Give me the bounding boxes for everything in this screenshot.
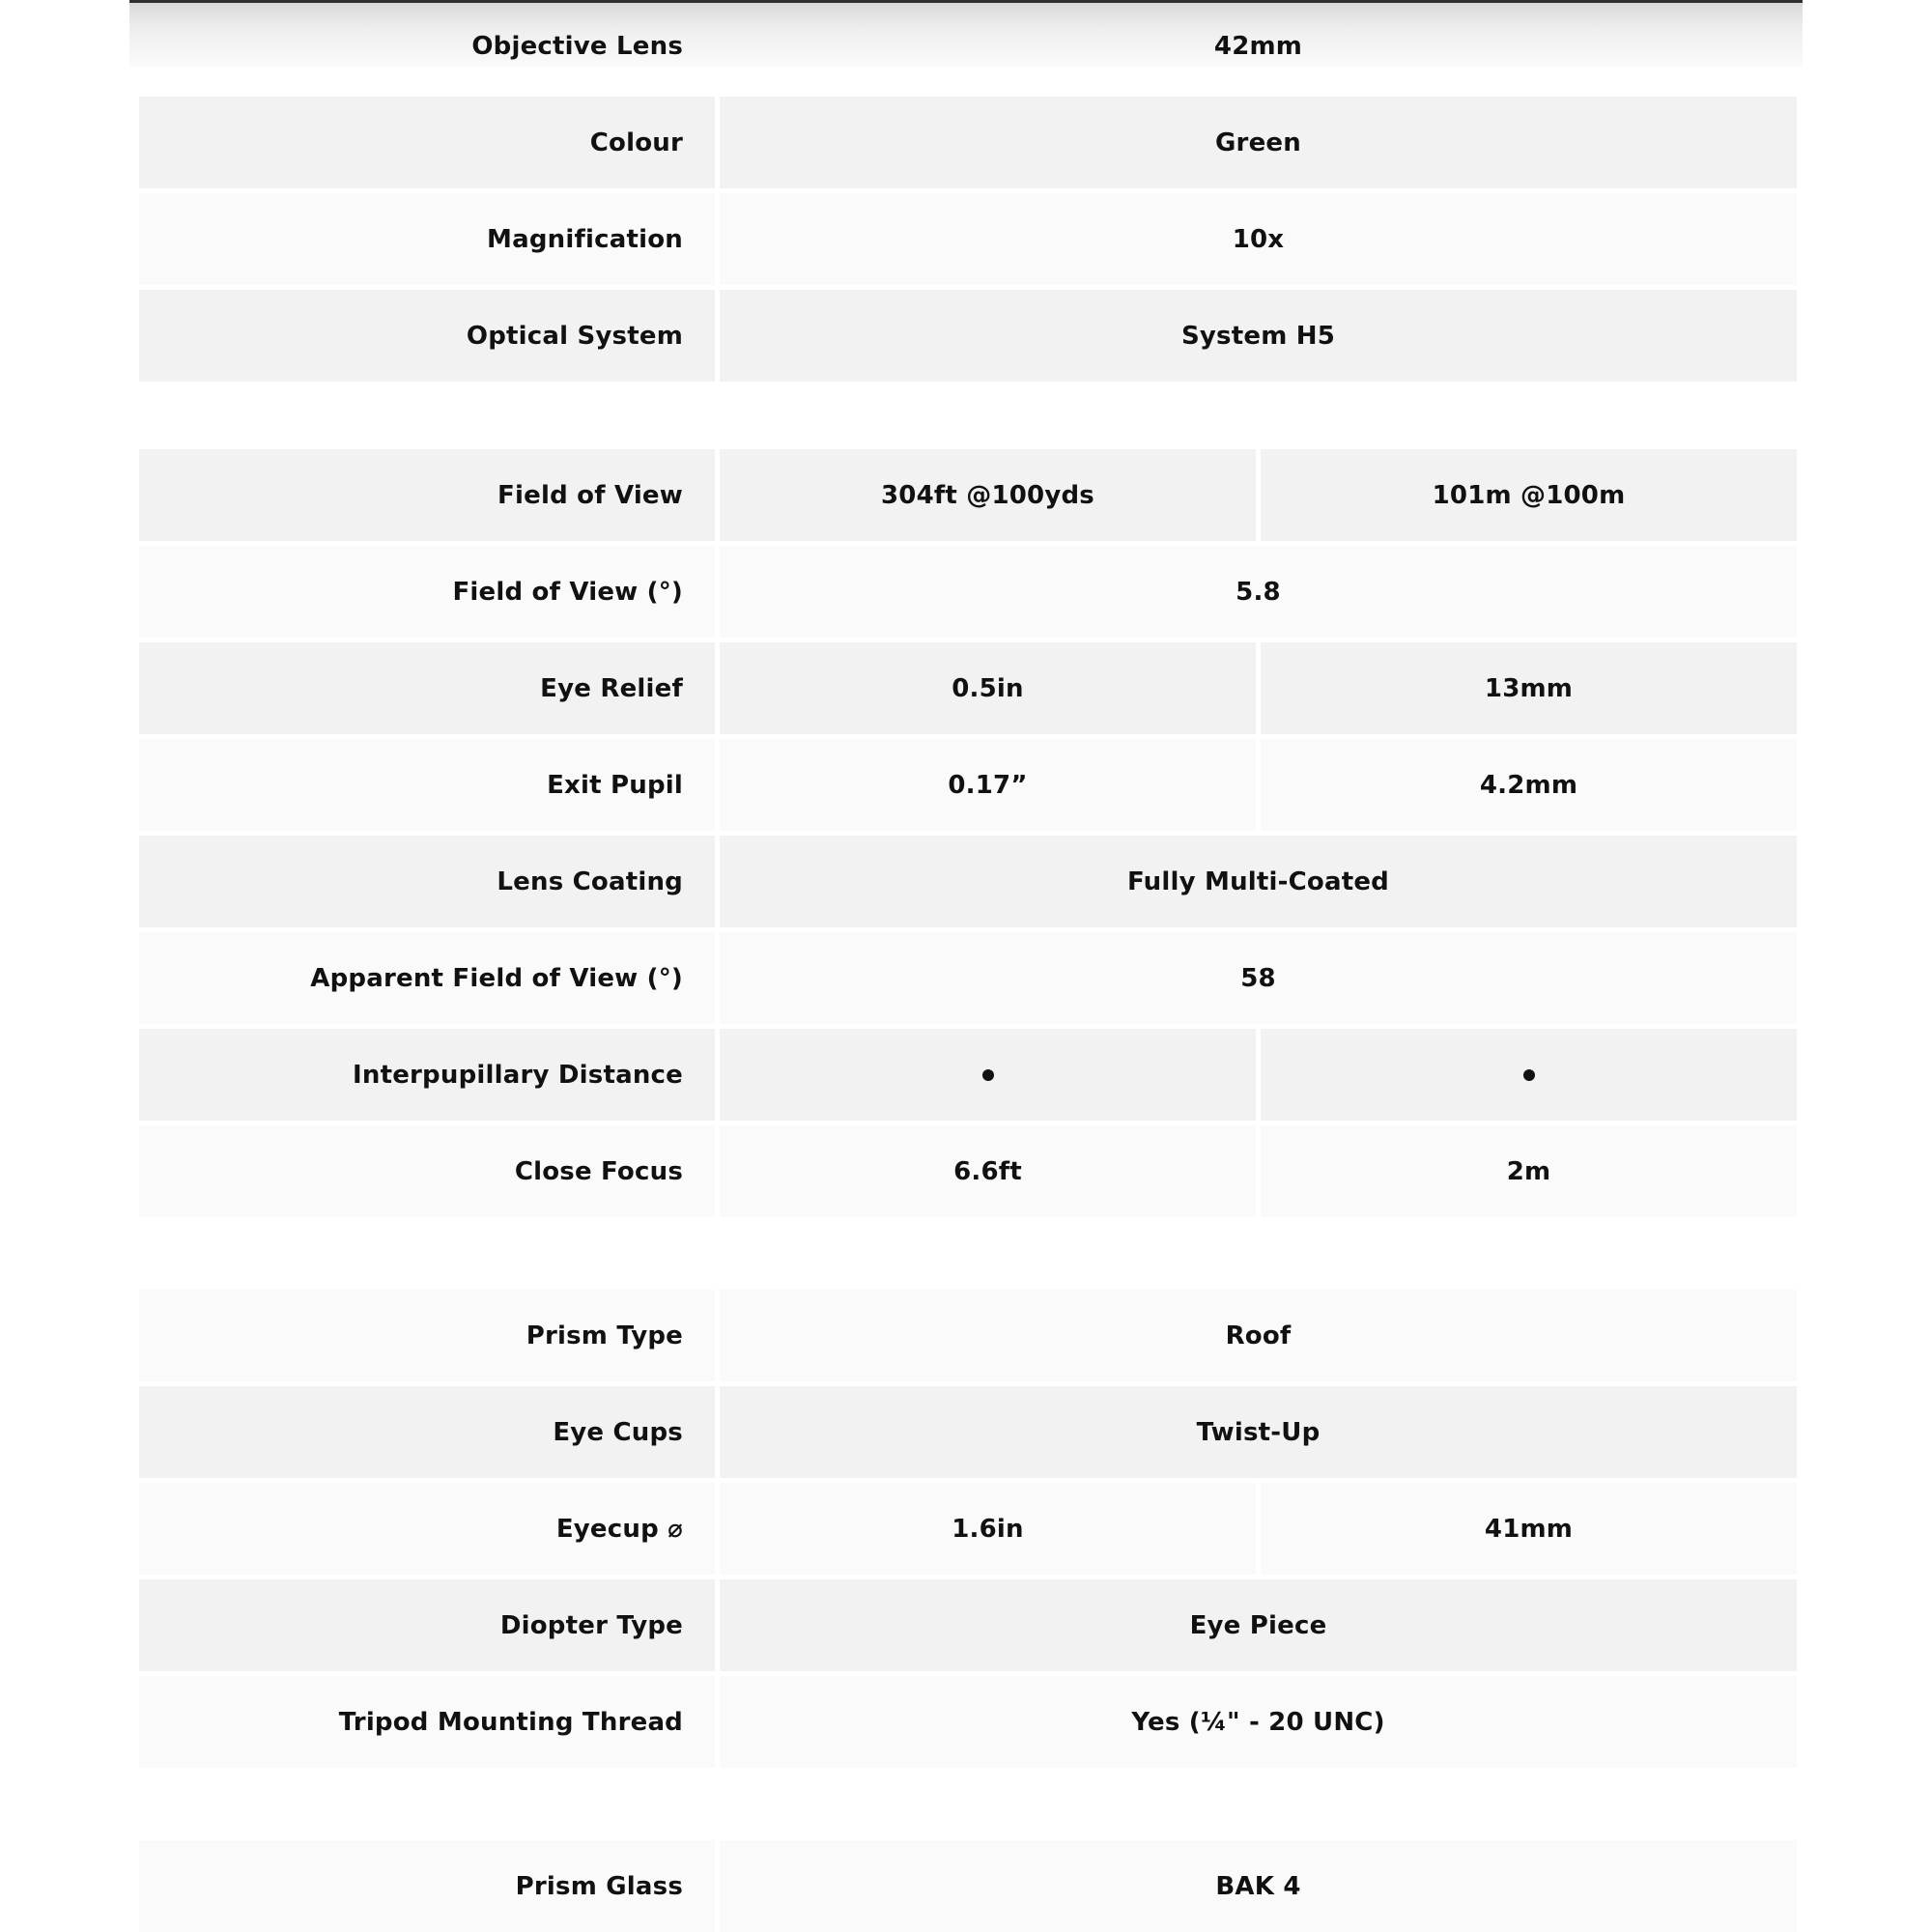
spec-value-metric: 13mm — [1261, 642, 1797, 734]
spec-values — [720, 546, 1797, 638]
spec-label: Interpupillary Distance — [139, 1029, 715, 1121]
spec-label: Prism Type — [139, 1290, 715, 1381]
spec-row-optical-system — [139, 290, 1797, 382]
spec-value: 42mm — [1213, 31, 1303, 61]
spec-values — [720, 642, 1797, 734]
spec-values — [720, 1676, 1797, 1768]
spec-values — [720, 1840, 1797, 1932]
spec-value: Green — [720, 97, 1797, 188]
spec-label: Field of View (°) — [139, 546, 715, 638]
spec-values — [720, 97, 1797, 188]
spec-values — [720, 739, 1797, 831]
spec-values — [720, 290, 1797, 382]
spec-value: 10x — [720, 193, 1797, 285]
spec-row-field-of-view-degrees — [139, 546, 1797, 638]
spec-section-mechanics — [139, 1290, 1797, 1768]
spec-value-imperial: 6.6ft — [720, 1125, 1256, 1217]
spec-label: Lens Coating — [139, 836, 715, 927]
spec-label: Objective Lens — [471, 31, 683, 61]
spec-section-general — [139, 0, 1797, 382]
spec-values — [720, 449, 1797, 541]
spec-values — [720, 1579, 1797, 1671]
spec-row-interpupillary-distance — [139, 1029, 1797, 1121]
spec-value-metric: 41mm — [1261, 1483, 1797, 1575]
spec-label: Optical System — [139, 290, 715, 382]
spec-label: Eye Cups — [139, 1386, 715, 1478]
spec-row-magnification — [139, 193, 1797, 285]
spec-row-prism-type — [139, 1290, 1797, 1381]
spec-value: Eye Piece — [720, 1579, 1797, 1671]
spec-value: 58 — [720, 932, 1797, 1024]
spec-value: BAK 4 — [720, 1840, 1797, 1932]
spec-row-tripod-mounting-thread — [139, 1676, 1797, 1768]
spec-label: Colour — [139, 97, 715, 188]
spec-label: Field of View — [139, 449, 715, 541]
spec-row-objective-lens — [139, 0, 1797, 92]
spec-row-eyecup-diameter — [139, 1483, 1797, 1575]
spec-value: System H5 — [720, 290, 1797, 382]
spec-row-prism-glass — [139, 1840, 1797, 1932]
spec-value-metric: 101m @100m — [1261, 449, 1797, 541]
spec-values — [720, 1290, 1797, 1381]
spec-value-metric: 2m — [1261, 1125, 1797, 1217]
spec-values — [720, 836, 1797, 927]
spec-value: Twist-Up — [720, 1386, 1797, 1478]
spec-value-metric-bullet — [1261, 1029, 1797, 1121]
spec-row-exit-pupil — [139, 739, 1797, 831]
spec-value-metric: 4.2mm — [1261, 739, 1797, 831]
spec-values — [720, 1386, 1797, 1478]
spec-value: Fully Multi-Coated — [720, 836, 1797, 927]
spec-value: Yes (¼" - 20 UNC) — [720, 1676, 1797, 1768]
spec-value-imperial-bullet — [720, 1029, 1256, 1121]
spec-row-diopter-type — [139, 1579, 1797, 1671]
spec-values — [720, 932, 1797, 1024]
spec-row-lens-coating — [139, 836, 1797, 927]
spec-row-eye-relief — [139, 642, 1797, 734]
bullet-dot-icon — [982, 1069, 994, 1081]
spec-label: Diopter Type — [139, 1579, 715, 1671]
spec-value: Roof — [720, 1290, 1797, 1381]
spec-section-glass — [139, 1840, 1797, 1932]
spec-label: Prism Glass — [139, 1840, 715, 1932]
spec-label: Close Focus — [139, 1125, 715, 1217]
spec-values — [720, 1029, 1797, 1121]
spec-row-eye-cups — [139, 1386, 1797, 1478]
spec-label: Apparent Field of View (°) — [139, 932, 715, 1024]
spec-row-close-focus — [139, 1125, 1797, 1217]
spec-label: Eye Relief — [139, 642, 715, 734]
spec-value-imperial: 0.5in — [720, 642, 1256, 734]
spec-values — [720, 1483, 1797, 1575]
bullet-dot-icon — [1523, 1069, 1535, 1081]
spec-value-imperial: 1.6in — [720, 1483, 1256, 1575]
spec-label: Eyecup ⌀ — [139, 1483, 715, 1575]
spec-value-imperial: 0.17” — [720, 739, 1256, 831]
spec-row-field-of-view — [139, 449, 1797, 541]
spec-label: Magnification — [139, 193, 715, 285]
spec-row-colour — [139, 97, 1797, 188]
spec-value: 5.8 — [720, 546, 1797, 638]
spec-section-optics — [139, 449, 1797, 1217]
spec-values — [720, 0, 1797, 92]
spec-values — [720, 193, 1797, 285]
spec-row-apparent-field-of-view — [139, 932, 1797, 1024]
spec-label: Tripod Mounting Thread — [139, 1676, 715, 1768]
spec-label: Exit Pupil — [139, 739, 715, 831]
spec-values — [720, 1125, 1797, 1217]
spec-value-imperial: 304ft @100yds — [720, 449, 1256, 541]
